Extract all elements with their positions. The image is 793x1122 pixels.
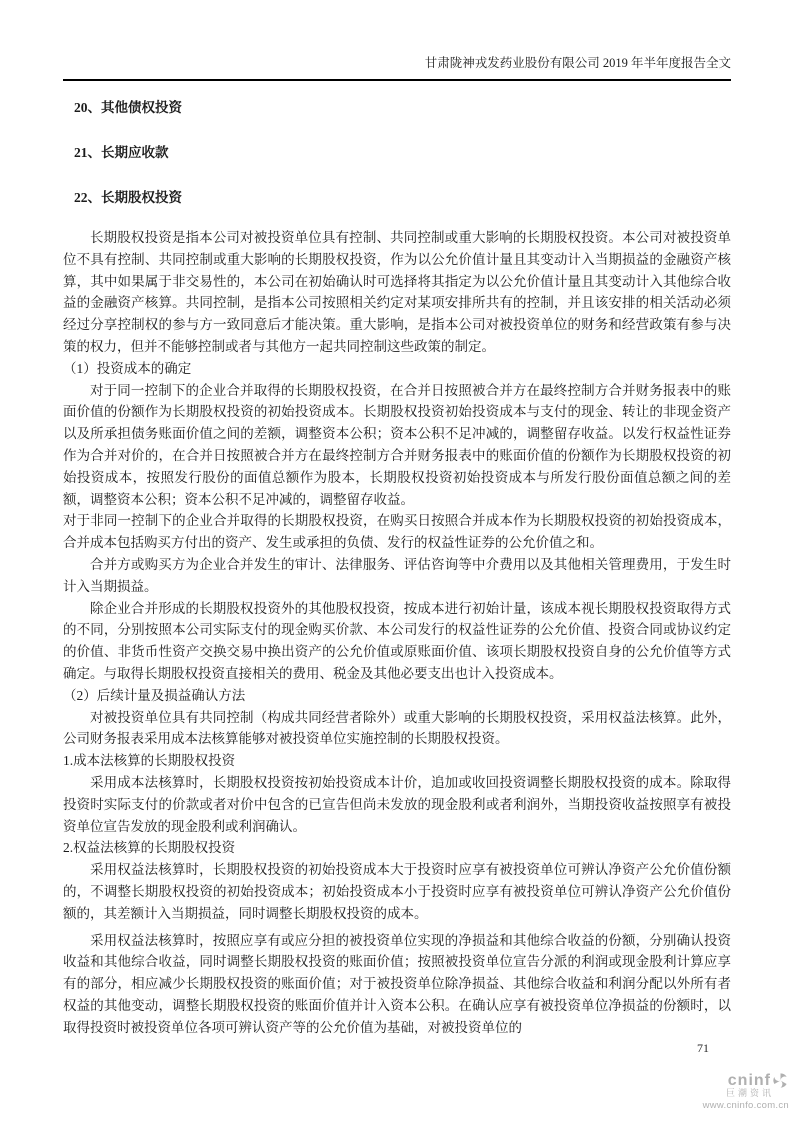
cninfo-logo bbox=[703, 1072, 789, 1112]
body-paragraph: 采用权益法核算时，按照应享有或应分担的被投资单位实现的净损益和其他综合收益的份额，分别确认投资收益和其他综合收益，同时调整长期股权投资的账面价值；按照被投资单位宣告分派的利润或现金股利计算应享有的部分，相应减少长期股权投资的账面价值；对于被投资单位除净损益、其他综合收益和利润分配以外所有者权益的其他变动，调整长期股权投资的账面价值并计入资本公积。在确认应享有被投资单位净损益的份额时，以取得投资时被投资单位各项可辨认资产等的公允价值为基础，对被投资单位的 bbox=[63, 932, 731, 1035]
cninfo-swirl-icon bbox=[772, 1072, 789, 1089]
subheading-subsequent-measurement: （2）后续计量及损益确认方法 bbox=[63, 687, 246, 703]
subheading-investment-cost-determination: （1）投资成本的确定 bbox=[63, 360, 192, 376]
body-paragraph: 合并方或购买方为企业合并发生的审计、法律服务、评估咨询等中介费用以及其他相关管理费用，于发生时计入当期损益。 bbox=[63, 556, 731, 594]
body-paragraph: 除企业合并形成的长期股权投资外的其他股权投资，按成本进行初始计量，该成本视长期股权投资取得方式的不同，分别按照本公司实际支付的现金购买价款、本公司发行的权益性证券的公允价值、投资合同或协议约定的价值、非货币性资产交换交易中换出资产的公允价值或原账面价值、该项长期股权投资自身的公允价值等方式确定。与取得长期股权投资直接相关的费用、税金及其他必要支出也计入投资成本。 bbox=[63, 600, 731, 681]
page-content bbox=[63, 100, 731, 1038]
section-heading-long-term-receivables: 21、长期应收款 bbox=[74, 145, 169, 160]
body-text bbox=[63, 227, 731, 1038]
body-paragraph: 对于同一控制下的企业合并取得的长期股权投资，在合并日按照被合并方在最终控制方合并财务报表中的账面价值的份额作为长期股权投资的初始投资成本。长期股权投资初始投资成本与支付的现金、转让的非现金资产以及所承担债务账面价值之间的差额，调整资本公积；资本公积不足冲减的，调整留存收益。以发行权益性证券作为合并对价的，在合并日按照被合并方在最终控制方合并财务报表中的账面价值的份额作为长期股权投资的初始投资成本，按照发行股份的面值总额作为股本，长期股权投资初始投资成本与所发行股份面值总额之间的差额，调整资本公积；资本公积不足冲减的，调整留存收益。 bbox=[63, 382, 731, 507]
cninfo-url: www.cninfo.com.cn bbox=[702, 1100, 789, 1111]
cninfo-logo-row bbox=[728, 1072, 789, 1089]
body-paragraph: 采用成本法核算时，长期股权投资按初始投资成本计价，追加或收回投资调整长期股权投资的成本。除取得投资时实际支付的价款或者对价中包含的已宣告但尚未发放的现金股利或者利润外，当期投资收益按照享有被投资单位宣告发放的现金股利或利润确认。 bbox=[63, 774, 731, 834]
body-paragraph: 对被投资单位具有共同控制（构成共同经营者除外）或重大影响的长期股权投资，采用权益法核算。此外，公司财务报表采用成本法核算能够对被投资单位实施控制的长期股权投资。 bbox=[63, 709, 731, 747]
report-title: 甘肃陇神戎发药业股份有限公司 2019 年半年度报告全文 bbox=[424, 56, 731, 70]
body-paragraph: 采用权益法核算时，长期股权投资的初始投资成本大于投资时应享有被投资单位可辨认净资产公允价值份额的，不调整长期股权投资的初始投资成本；初始投资成本小于投资时应享有被投资单位可辨认净资产公允价值份额的，其差额计入当期损益，同时调整长期股权投资的成本。 bbox=[63, 862, 731, 921]
page-number: 71 bbox=[697, 1041, 709, 1055]
section-heading-long-term-equity-investments: 22、长期股权投资 bbox=[74, 190, 182, 205]
cninfo-chinese-name: 巨潮资讯 bbox=[725, 1088, 774, 1098]
cninfo-wordmark: cninf bbox=[727, 1072, 771, 1089]
body-paragraph: 长期股权投资是指本公司对被投资单位具有控制、共同控制或重大影响的长期股权投资。本公司对被投资单位不具有控制、共同控制或重大影响的长期股权投资，作为以公允价值计量且其变动计入当期损益的金融资产核算，其中如果属于非交易性的，本公司在初始确认时可选择将其指定为以公允价值计量且其变动计入其他综合收益的金融资产核算。共同控制，是指本公司按照相关约定对某项安排所共有的控制，并且该安排的相关活动必须经过分享控制权的参与方一致同意后才能决策。重大影响，是指本公司对被投资单位的财务和经营政策有参与决策的权力，但并不能够控制或者与其他方一起共同控制这些政策的制定。 bbox=[63, 230, 731, 354]
page-header bbox=[63, 54, 731, 81]
subheading-equity-method: 2.权益法核算的长期股权投资 bbox=[63, 840, 236, 856]
section-heading-other-debt-investments: 20、其他债权投资 bbox=[74, 100, 182, 115]
body-paragraph: 对于非同一控制下的企业合并取得的长期股权投资，在购买日按照合并成本作为长期股权投资的初始投资成本，合并成本包括购买方付出的资产、发生或承担的负债、发行的权益性证券的公允价值之和。 bbox=[63, 513, 731, 551]
subheading-cost-method: 1.成本法核算的长期股权投资 bbox=[63, 753, 236, 769]
